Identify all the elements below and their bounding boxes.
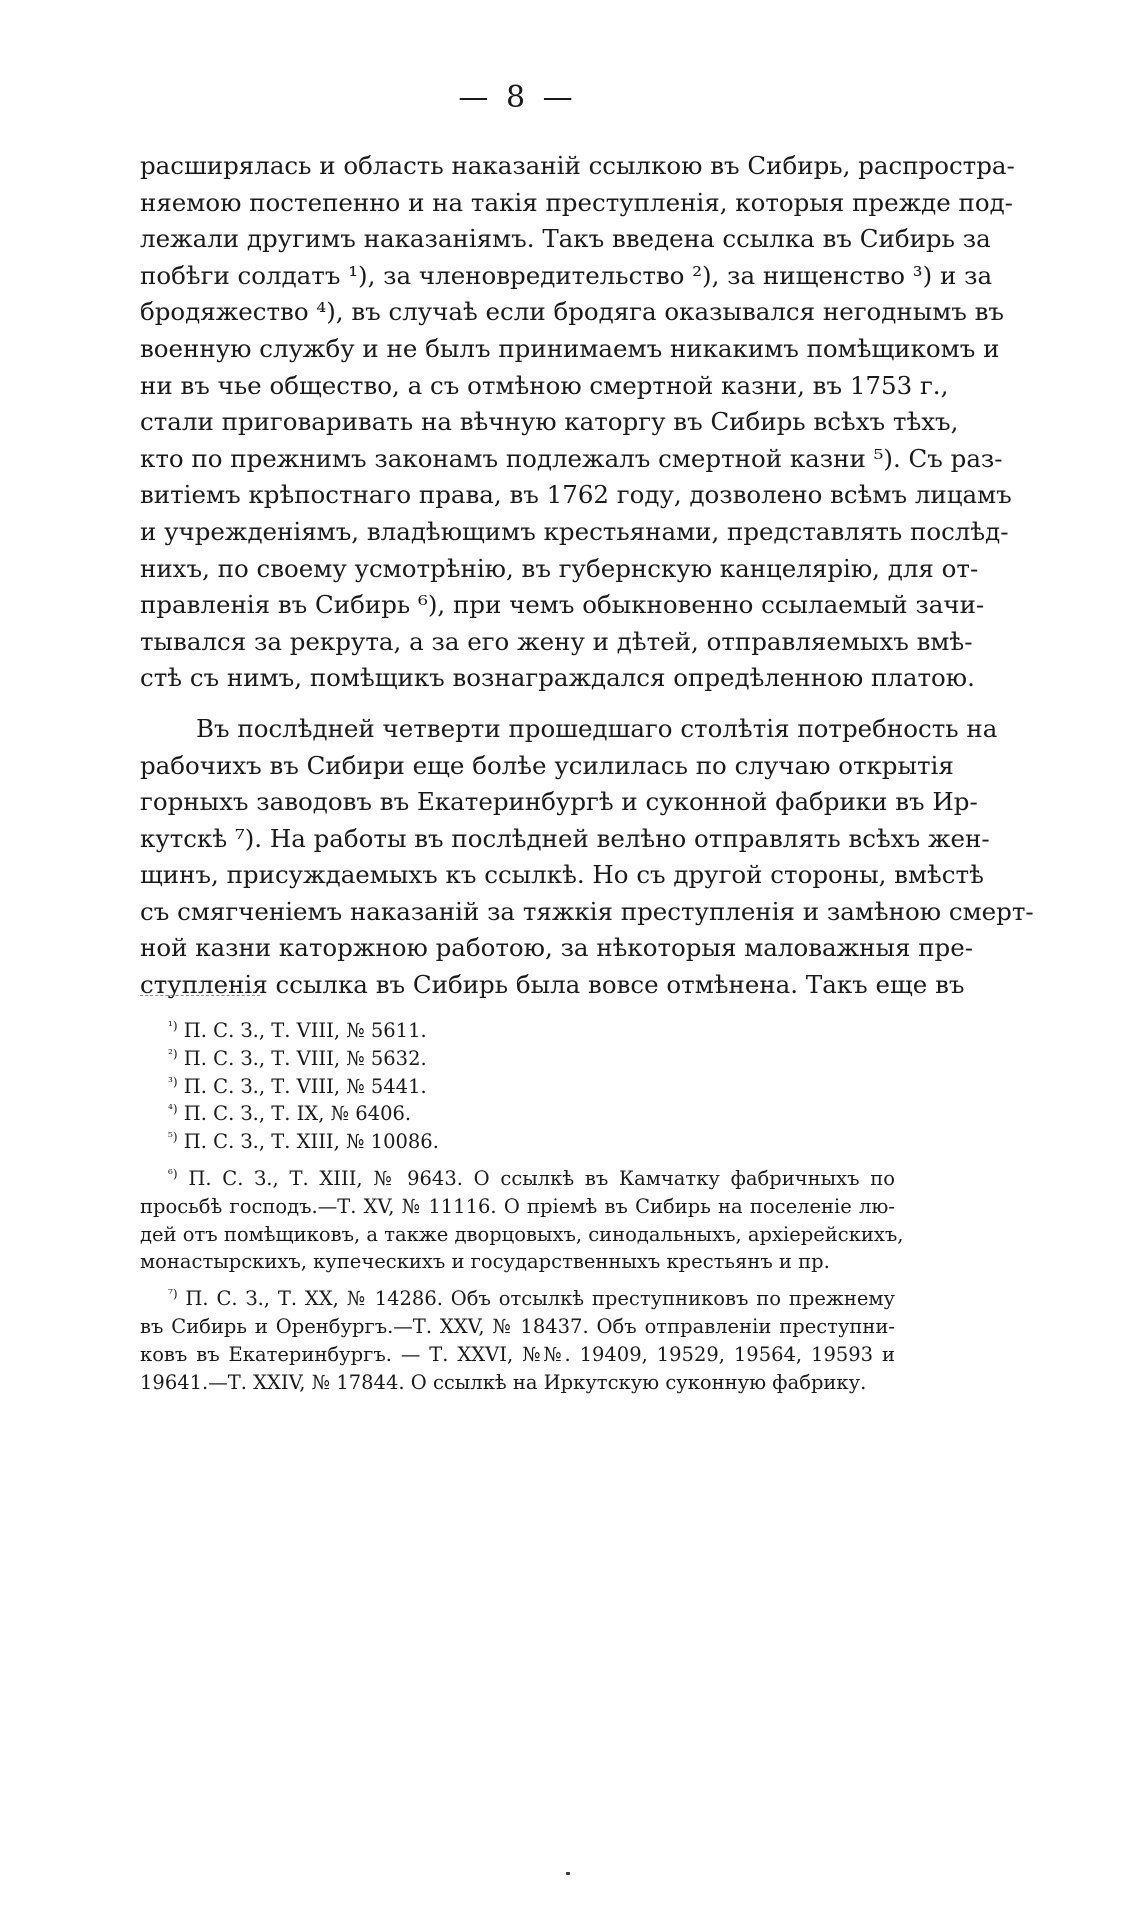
footnote-3 — [140, 1073, 895, 1101]
footnote-line — [140, 1165, 895, 1193]
footnote-mark: ⁵) — [168, 1129, 178, 1144]
text-line: ступленія ссылка въ Сибирь была вовсе отмѣнена. Такъ еще въ — [140, 970, 965, 1000]
paragraph-2 — [140, 711, 1034, 1004]
footnote-4 — [140, 1100, 895, 1128]
footnote-mark: ¹) — [168, 1018, 178, 1033]
footnote-mark: ³) — [168, 1074, 178, 1089]
text-line: военную службу и не былъ принимаемъ никакимъ помѣщикомъ и — [140, 333, 1000, 363]
footnote-line: въ Сибирь и Оренбургъ.—Т. XXV, № 18437. Объ отправленіи преступни- — [140, 1314, 895, 1338]
text-line: щинъ, присуждаемыхъ къ ссылкѣ. Но съ другой стороны, вмѣстѣ — [140, 860, 984, 890]
body-text — [140, 148, 1034, 1004]
footnote-5 — [140, 1128, 895, 1156]
text-line: тывался за рекрута, а за его жену и дѣтей, отправляемыхъ вмѣ- — [140, 626, 973, 656]
footnote-mark: ⁶) — [168, 1166, 178, 1181]
text-line: няемою постепенно и на такія преступленія, которыя прежде под- — [140, 187, 1013, 217]
footnote-mark: ²) — [168, 1046, 178, 1061]
footnote-line: дей отъ помѣщиковъ, а также дворцовыхъ, синодальныхъ, архіерейскихъ, — [140, 1222, 904, 1246]
page-number: — 8 — — [458, 80, 577, 115]
footnote-line: 19641.—Т. XXIV, № 17844. О ссылкѣ на Иркутскую суконную фабрику. — [140, 1370, 867, 1394]
text-line: горныхъ заводовъ въ Екатеринбургѣ и суконной фабрики въ Ир- — [140, 787, 978, 817]
paragraph-1 — [140, 148, 1015, 697]
text-line: расширялась и область наказаній ссылкою въ Сибирь, распростра- — [140, 151, 1015, 180]
text-line: стѣ съ нимъ, помѣщикъ вознаграждался опредѣленною платою. — [140, 663, 975, 693]
footnote-mark: ⁷) — [168, 1286, 178, 1301]
footnote-text: П. С. З., Т. XX, № 14286. Объ отсылкѣ преступниковъ по прежнему — [185, 1287, 895, 1311]
text-line: нихъ, по своему усмотрѣнію, въ губернскую канцелярію, для от- — [140, 553, 979, 583]
footnote-6 — [140, 1165, 904, 1276]
footnote-text: П. С. З., Т. VIII, № 5632. — [183, 1046, 427, 1070]
footnote-text: П. С. З., Т. VIII, № 5441. — [183, 1074, 427, 1098]
text-line: Въ послѣдней четверти прошедшаго столѣтія потребность на — [196, 713, 998, 743]
text-line: лежали другимъ наказаніямъ. Такъ введена ссылка въ Сибирь за — [140, 224, 991, 254]
text-line: ной казни каторжною работою, за нѣкоторыя маловажныя пре- — [140, 933, 973, 963]
footnotes — [140, 1017, 904, 1396]
footnote-text: П. С. З., Т. XIII, № 9643. О ссылкѣ въ Камчатку фабричныхъ по — [188, 1166, 896, 1190]
text-line: побѣги солдатъ ¹), за членовредительство ²), за нищенство ³) и за — [140, 260, 993, 290]
footnote-2 — [140, 1045, 895, 1073]
footnote-line: ковъ въ Екатеринбургъ. — Т. XXVI, №№. 19409, 19529, 19564, 19593 и — [140, 1342, 895, 1366]
text-line: стали приговаривать на вѣчную каторгу въ Сибирь всѣхъ тѣхъ, — [140, 407, 959, 437]
text-line: кутскѣ ⁷). На работы въ послѣдней велѣно отправлять всѣхъ жен- — [140, 823, 990, 853]
footnote-line: монастырскихъ, купеческихъ и государственныхъ крестьянъ и пр. — [140, 1250, 830, 1274]
footnote-text: П. С. З., Т. IX, № 6406. — [183, 1102, 412, 1126]
text-line: рабочихъ въ Сибири еще болѣе усилилась по случаю открытія — [140, 750, 954, 780]
footnote-divider — [140, 995, 260, 996]
text-line: витіемъ крѣпостнаго права, въ 1762 году, дозволено всѣмъ лицамъ — [140, 480, 1012, 510]
text-line: съ смягченіемъ наказаній за тяжкія преступленія и замѣною смерт- — [140, 896, 1034, 926]
footnote-line: просьбѣ господъ.—Т. XV, № 11116. О пріемѣ въ Сибирь на поселеніе лю- — [140, 1194, 895, 1218]
footnote-1 — [140, 1017, 895, 1045]
footnote-line — [140, 1285, 895, 1313]
text-line: и учрежденіямъ, владѣющимъ крестьянами, представлять послѣд- — [140, 516, 1009, 546]
footnote-text: П. С. З., Т. XIII, № 10086. — [183, 1130, 439, 1154]
footnote-7 — [140, 1285, 895, 1396]
text-line: бродяжество ⁴), въ случаѣ если бродяга оказывался негоднымъ въ — [140, 297, 1005, 327]
text-line: правленія въ Сибирь ⁶), при чемъ обыкновенно ссылаемый зачи- — [140, 590, 985, 620]
text-line: ни въ чье общество, а съ отмѣною смертной казни, въ 1753 г., — [140, 370, 949, 400]
text-line: кто по прежнимъ законамъ подлежалъ смертной казни ⁵). Съ раз- — [140, 443, 1003, 473]
footnote-mark: ⁴) — [168, 1102, 178, 1117]
print-speck — [566, 1872, 570, 1875]
footnote-text: П. С. З., Т. VIII, № 5611. — [183, 1019, 427, 1042]
